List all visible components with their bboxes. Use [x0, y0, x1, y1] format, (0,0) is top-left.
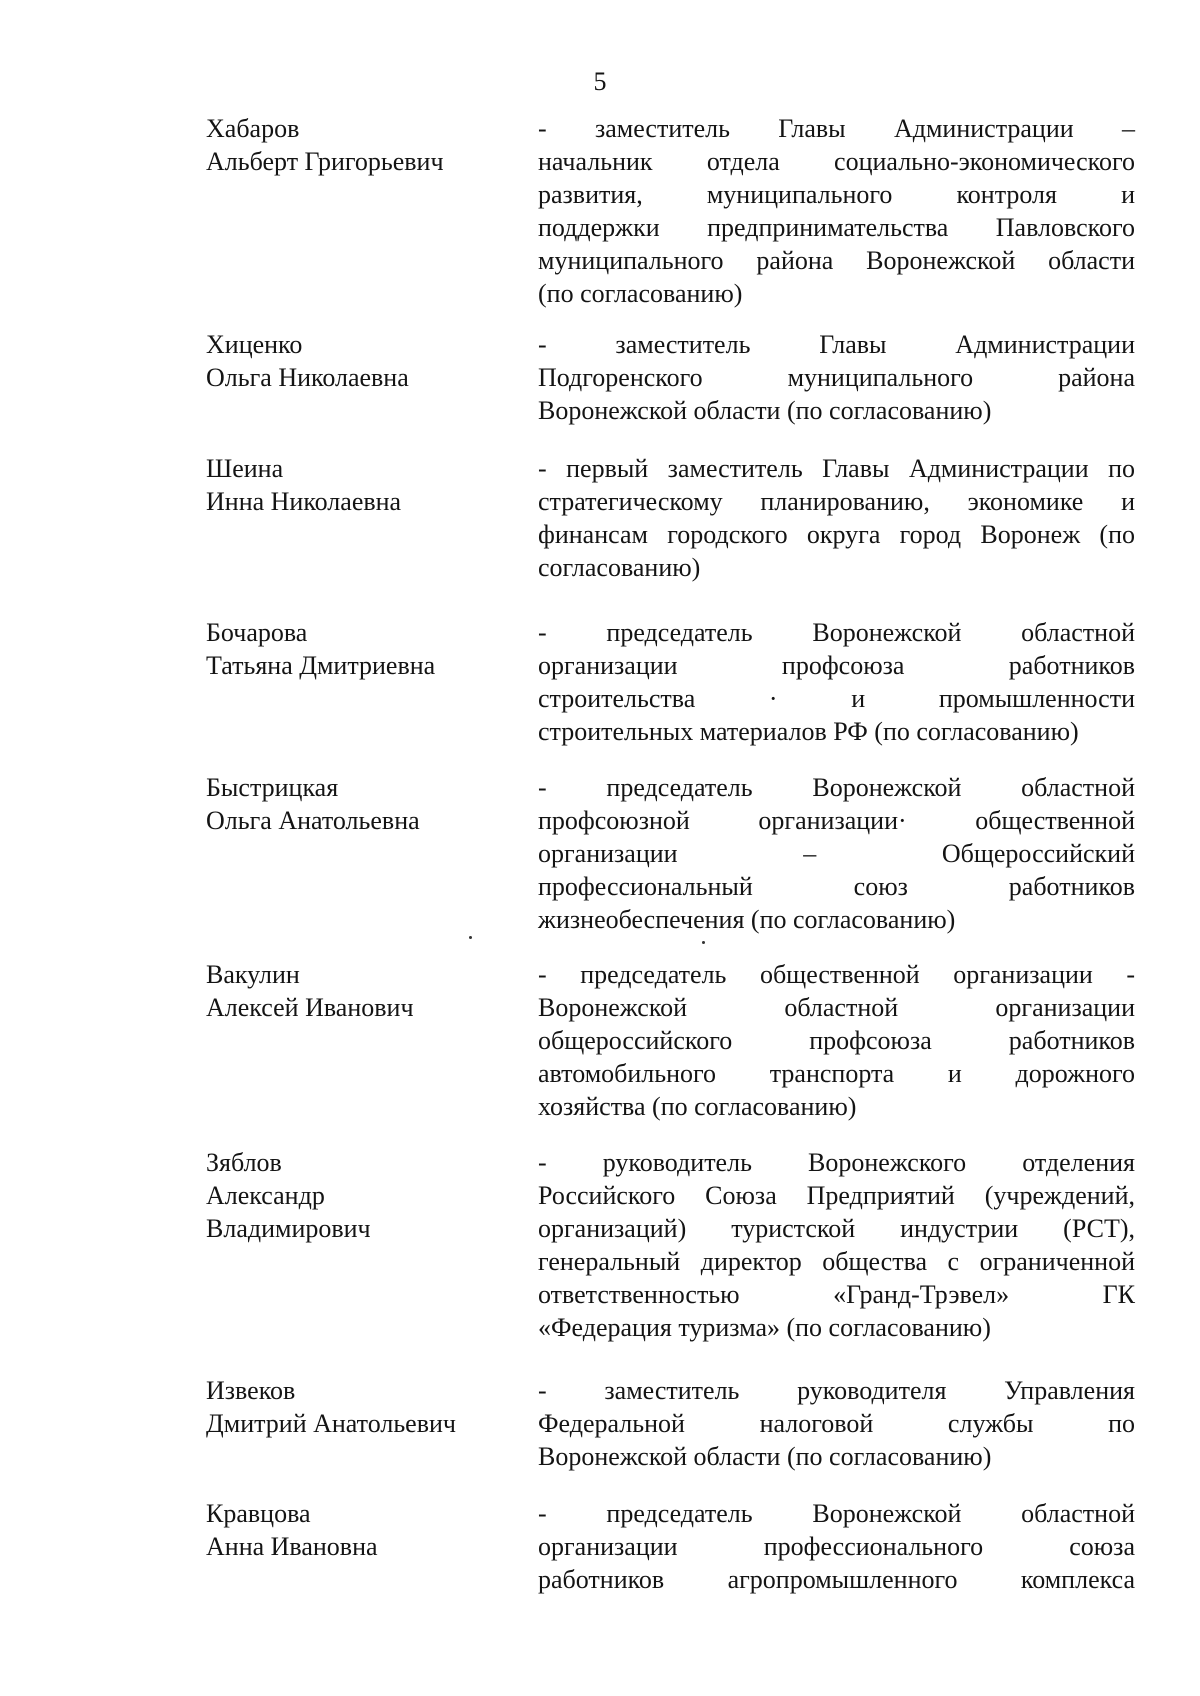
position-line: профессиональный союз работников: [538, 872, 1135, 901]
member-surname: Вакулин: [206, 960, 300, 989]
position-line: генеральный директор общества с ограниченной: [538, 1247, 1135, 1276]
position-line: - первый заместитель Главы Администрации по: [538, 454, 1135, 483]
position-line: Подгоренского муниципального района: [538, 363, 1135, 392]
position-line: Воронежской областной организации: [538, 993, 1135, 1022]
member-position: [538, 771, 1135, 936]
position-line: - председатель Воронежской областной: [538, 618, 1135, 647]
position-line: автомобильного транспорта и дорожного: [538, 1059, 1135, 1088]
member-given-name: Альберт Григорьевич: [206, 147, 444, 176]
page-number: 5: [593, 67, 607, 96]
member-position: [538, 1374, 1135, 1473]
position-line: развития, муниципального контроля и: [538, 180, 1135, 209]
position-line: общероссийского профсоюза работников: [538, 1026, 1135, 1055]
member-given-name: Анна Ивановна: [206, 1532, 378, 1561]
member-surname: Извеков: [206, 1376, 296, 1405]
member-name: [206, 616, 506, 682]
member-name: [206, 1146, 506, 1245]
member-name: [206, 452, 506, 518]
member-given-name: Алексей Иванович: [206, 993, 414, 1022]
position-line: начальник отдела социально-экономического: [538, 147, 1135, 176]
position-line: Федеральной налоговой службы по: [538, 1409, 1135, 1438]
member-surname: Кравцова: [206, 1499, 311, 1528]
position-line: стратегическому планированию, экономике и: [538, 487, 1135, 516]
scan-artifact-dot: [702, 941, 705, 944]
member-name: [206, 328, 506, 394]
member-position: [538, 328, 1135, 427]
position-line: - руководитель Воронежского отделения: [538, 1148, 1135, 1177]
scan-artifact-dot: [469, 936, 472, 939]
position-line: профсоюзной организации· общественной: [538, 806, 1135, 835]
position-line: - председатель общественной организации -: [538, 960, 1135, 989]
member-name: [206, 112, 506, 178]
position-line: организации профессионального союза: [538, 1532, 1135, 1561]
position-line: - председатель Воронежской областной: [538, 1499, 1135, 1528]
position-line: ответственностью «Гранд-Трэвел» ГК: [538, 1280, 1135, 1309]
position-line: Воронежской области (по согласованию): [538, 396, 992, 425]
member-name: [206, 1374, 506, 1440]
position-line: организации профсоюза работников: [538, 651, 1135, 680]
position-line: - заместитель Главы Администрации –: [538, 114, 1135, 143]
member-position: [538, 616, 1135, 748]
member-name: [206, 1497, 506, 1563]
member-given-name: Дмитрий Анатольевич: [206, 1409, 456, 1438]
member-given-name: Ольга Анатольевна: [206, 806, 420, 835]
member-position: [538, 1497, 1135, 1596]
position-line: - заместитель Главы Администрации: [538, 330, 1135, 359]
position-line: - заместитель руководителя Управления: [538, 1376, 1135, 1405]
member-name: [206, 771, 506, 837]
member-surname: Шеина: [206, 454, 284, 483]
position-line: хозяйства (по согласованию): [538, 1092, 857, 1121]
position-line: (по согласованию): [538, 279, 743, 308]
position-line: Российского Союза Предприятий (учреждений,: [538, 1181, 1135, 1210]
position-line: муниципального района Воронежской области: [538, 246, 1135, 275]
member-surname: Хиценко: [206, 330, 303, 359]
member-given-name: Ольга Николаевна: [206, 363, 409, 392]
position-line: финансам городского округа город Воронеж (по: [538, 520, 1135, 549]
member-position: [538, 452, 1135, 584]
member-given-name: Инна Николаевна: [206, 487, 402, 516]
member-position: [538, 1146, 1135, 1344]
position-line: работников агропромышленного комплекса: [538, 1565, 1135, 1594]
position-line: организации – Общероссийский: [538, 839, 1135, 868]
member-given-name: Владимирович: [206, 1214, 371, 1243]
position-line: жизнеобеспечения (по согласованию): [538, 905, 956, 934]
member-given-name: Александр: [206, 1181, 325, 1210]
member-position: [538, 958, 1135, 1123]
position-line: организаций) туристской индустрии (РСТ),: [538, 1214, 1135, 1243]
position-line: «Федерация туризма» (по согласованию): [538, 1313, 991, 1342]
position-line: согласованию): [538, 553, 701, 582]
member-surname: Быстрицкая: [206, 773, 339, 802]
member-given-name: Татьяна Дмитриевна: [206, 651, 436, 680]
position-line: - председатель Воронежской областной: [538, 773, 1135, 802]
member-surname: Бочарова: [206, 618, 308, 647]
member-surname: Зяблов: [206, 1148, 282, 1177]
position-line: Воронежской области (по согласованию): [538, 1442, 992, 1471]
position-line: поддержки предпринимательства Павловского: [538, 213, 1135, 242]
position-line: строительства · и промышленности: [538, 684, 1135, 713]
member-position: [538, 112, 1135, 310]
position-line: строительных материалов РФ (по согласованию): [538, 717, 1079, 746]
member-name: [206, 958, 506, 1024]
member-surname: Хабаров: [206, 114, 300, 143]
